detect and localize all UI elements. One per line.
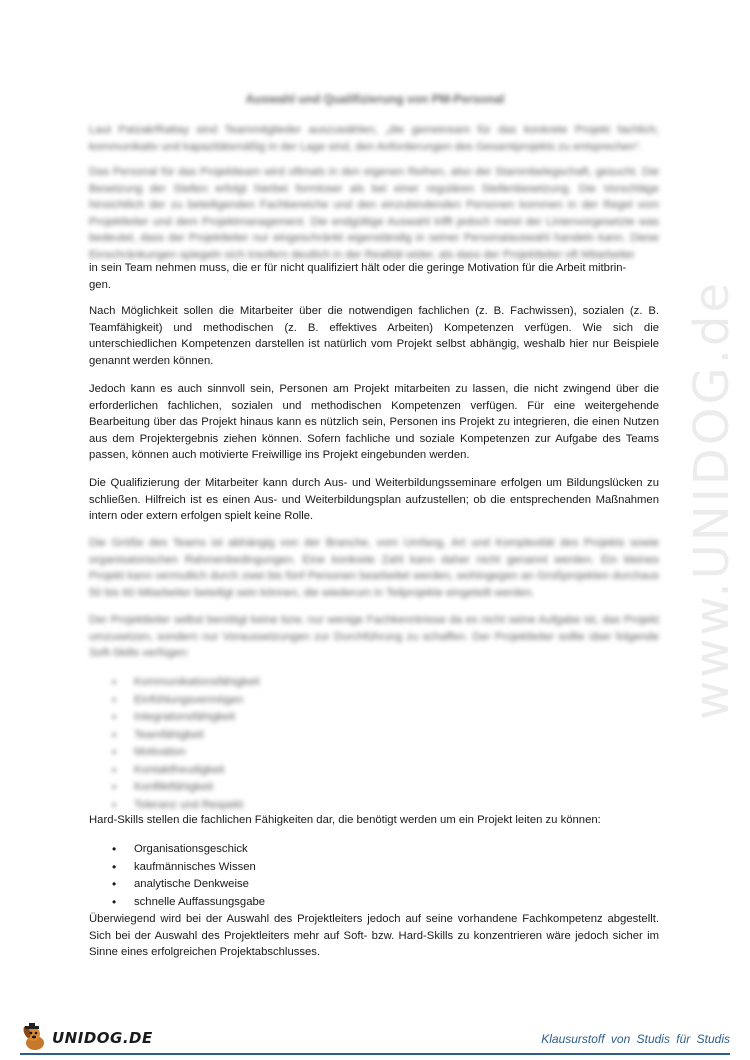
list-item: • schnelle Auffassungsgabe [112,894,265,912]
logo-text: UNIDOG.DE [52,1029,153,1047]
intro-paragraph: Laut Patzak/Rattay sind Teammitglieder auszuwählen, „die gemeinsam für das konkrete Projekt fachlich, kommunikativ und kapazitätsmäßig in der Lage sind, den Anforderungen des Gesamtprojekts zu entsprechen“. [89,124,659,153]
paragraph-team-size: Die Größe des Teams ist abhängig von der Branche, vom Umfang, Art und Komplexität des Projekts sowie organisatorischen Rahmenbedingungen. Eine konkrete Zahl kann daher nicht genannt werden. Ein kleines Projekt kann vermutlich durch zwei bis fünf Personen bearbeitet werden, wohingegen an Großprojekten durchaus 50 bis 60 Mitarbeiter beteiligt sein können, die wiederum in Teilprojekte eingeteilt werden. [89,537,659,599]
paragraph-qualification: Die Qualifizierung der Mitarbeiter kann durch Aus- und Weiterbildungsseminare erfolgen um Bildungslücken zu schließen. Hilfreich ist es einen Aus- und Weiterbildungsplan aufzustellen; ob die entsprechenden Maßnahmen intern oder extern erfolgen spielt keine Rolle. [89,477,659,522]
hard-skills-list [112,841,265,911]
paragraph-blurred-2: Das Personal für das Projektteam wird oftmals in den eigenen Reihen, also der Stammbelegschaft, gesucht. Die Besetzung der Stellen erfolgt hierbei formloser als bei einer regulären Stellenbesetzung. Die Vorschläge hinsichtlich der zu beteiligenden Fachbereiche und den einzubindenden Personen kommen in der Regel vom Projektleiter und dem Projektmanagement. Die endgültige Auswahl trifft jedoch meist der Linienvorgesetzte was bedeutet, dass der Projektleiter nur eingeschränkt eigenständig in seiner Personalauswahl handeln kann. Diese Einschränkungen spiegeln sich insofern deutlich in der Realität wider, als dass der Projektleiter oft Mitarbeiter [89,166,659,261]
list-item: • Einfühlungsvermögen [112,692,260,710]
list-item: • Organisationsgeschick [112,841,265,859]
list-item: • Kontaktfreudigkeit [112,762,260,780]
footer-tagline: Klausurstoff von Studis für Studis [541,1032,730,1046]
watermark: www.UNIDOG.de [684,279,740,721]
list-item: • kaufmännisches Wissen [112,859,265,877]
list-item: • analytische Denkweise [112,876,265,894]
paragraph-conclusion: Überwiegend wird bei der Auswahl des Projektleiters jedoch auf seine vorhandene Fachkompetenz abgestellt. Sich bei der Auswahl des Projektleiters mehr auf Soft- bzw. Hard-Skills zu konzentrieren wäre jedoch sicher im Sinne eines erfolgreichen Projektabschlusses. [89,913,659,958]
unidog-logo [20,1022,153,1054]
soft-skills-list [112,674,260,814]
footer-divider [20,1053,730,1055]
list-item: • Konfliktfähigkeit [112,779,260,797]
list-item: • Motivation [112,744,260,762]
list-item: • Teamfähigkeit [112,727,260,745]
dog-icon [20,1023,50,1053]
paragraph-2-tail-line-1: in sein Team nehmen muss, die er für nicht qualifiziert hält oder die geringe Motivation für die Arbeit mitbrin- [89,262,627,274]
paragraph-project-leader: Der Projektleiter selbst benötigt keine bzw. nur wenige Fachkenntnisse da es nicht seine Aufgabe ist, das Projekt umzusetzen, sondern nur Voraussetzungen zur Durchführung zu schaffen. Der Projektleiter sollte über folgende Soft-Skills verfügen: [89,614,659,659]
list-item: • Integrationsfähigkeit [112,709,260,727]
paragraph-2-tail [89,260,659,293]
list-item: • Kommunikationsfähigkeit [112,674,260,692]
paragraph-2-tail-line-2: gen. [89,278,111,291]
paragraph-volunteers: Jedoch kann es auch sinnvoll sein, Personen am Projekt mitarbeiten zu lassen, die nicht zwingend über die erforderlichen fachlichen, sozialen und methodischen Kompetenzen verfügen. Für eine weitergehende Bearbeitung über das Projekt hinaus kann es nützlich sein, Personen ins Projekt zu integrieren, die einen Nutzen aus dem Projektergebnis ziehen können. Sofern fachliche und soziale Kompetenzen zur Aufgabe des Teams passen, können auch motivierte Freiwillige ins Projekt eingebunden werden. [89,383,659,461]
list-item: • Toleranz und Respekt [112,797,260,815]
hard-skills-intro: Hard-Skills stellen die fachlichen Fähigkeiten dar, die benötigt werden um ein Projekt leiten zu können: [89,814,601,826]
paragraph-competences: Nach Möglichkeit sollen die Mitarbeiter über die notwendigen fachlichen (z. B. Fachwissen), sozialen (z. B. Teamfähigkeit) und methodischen (z. B. effektives Arbeiten) Kompetenzen verfügen. Wie sich die unterschiedlichen Kompetenzen darstellen ist natürlich vom Projekt selbst abhängig, weshalb hier nur Beispiele genannt werden können. [89,305,659,367]
document-title: Auswahl und Qualifizierung von PM-Personal [245,92,505,106]
